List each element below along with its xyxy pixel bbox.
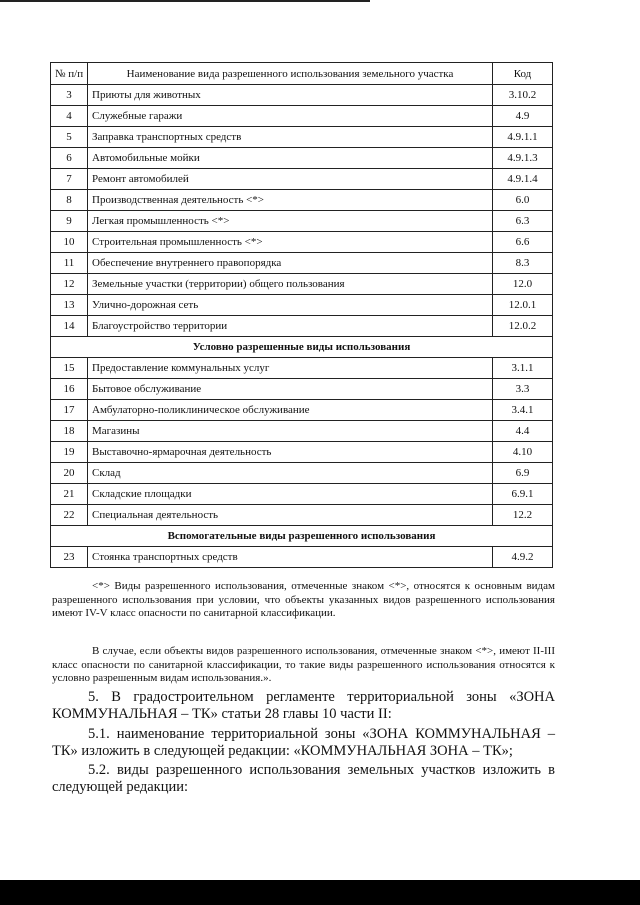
row-name: Легкая промышленность <*>: [88, 211, 493, 232]
table-row: [51, 169, 553, 190]
main-rows: [51, 85, 553, 337]
row-num: 12: [51, 274, 88, 295]
row-num: 18: [51, 421, 88, 442]
row-num: 13: [51, 295, 88, 316]
row-code: 3.10.2: [493, 85, 553, 106]
paragraph-5-1: [52, 726, 555, 759]
header-code: Код: [493, 63, 553, 85]
row-code: 4.9.1.4: [493, 169, 553, 190]
paragraph-5: [52, 689, 555, 722]
row-code: 12.0: [493, 274, 553, 295]
scan-bottom-band: [0, 880, 640, 905]
row-code: 6.6: [493, 232, 553, 253]
section-header-row: [51, 337, 553, 358]
row-name: Земельные участки (территории) общего пользования: [88, 274, 493, 295]
row-name: Улично-дорожная сеть: [88, 295, 493, 316]
table-row: [51, 211, 553, 232]
paragraph-5-1-text: 5.1. наименование территориальной зоны «ЗОНА КОММУНАЛЬНАЯ – ТК» изложить в следующей редакции: «КОММУНАЛЬНАЯ ЗОНА – ТК»;: [52, 726, 555, 759]
table-row: [51, 547, 553, 568]
row-code: 4.9.1.1: [493, 127, 553, 148]
table-row: [51, 253, 553, 274]
row-name: Бытовое обслуживание: [88, 379, 493, 400]
footnote-1: [52, 580, 555, 621]
table-row: [51, 106, 553, 127]
row-name: Производственная деятельность <*>: [88, 190, 493, 211]
top-edge-rule: [0, 0, 370, 2]
row-code: 12.0.2: [493, 316, 553, 337]
row-name: Приюты для животных: [88, 85, 493, 106]
row-num: 4: [51, 106, 88, 127]
row-name: Ремонт автомобилей: [88, 169, 493, 190]
row-name: Обеспечение внутреннего правопорядка: [88, 253, 493, 274]
table-row: [51, 85, 553, 106]
row-name: Строительная промышленность <*>: [88, 232, 493, 253]
row-num: 21: [51, 484, 88, 505]
row-code: 4.9: [493, 106, 553, 127]
table-row: [51, 316, 553, 337]
conditional-rows: [51, 358, 553, 526]
row-code: 3.1.1: [493, 358, 553, 379]
row-num: 16: [51, 379, 88, 400]
row-num: 10: [51, 232, 88, 253]
table-row: [51, 379, 553, 400]
table-row: [51, 190, 553, 211]
row-code: 6.3: [493, 211, 553, 232]
auxiliary-section: [51, 526, 553, 547]
row-num: 5: [51, 127, 88, 148]
table-row: [51, 421, 553, 442]
row-code: 3.3: [493, 379, 553, 400]
table-row: [51, 295, 553, 316]
table-header-row: [51, 63, 553, 85]
land-use-table: [50, 62, 553, 568]
header-num: № п/п: [51, 63, 88, 85]
row-num: 17: [51, 400, 88, 421]
row-code: 4.9.2: [493, 547, 553, 568]
row-code: 12.0.1: [493, 295, 553, 316]
row-code: 6.9.1: [493, 484, 553, 505]
paragraph-5-text: 5. В градостроительном регламенте территориальной зоны «ЗОНА КОММУНАЛЬНАЯ – ТК» статьи 28 главы 10 части II:: [52, 689, 555, 722]
paragraph-5-2-text: 5.2. виды разрешенного использования земельных участков изложить в следующей редакции:: [52, 762, 555, 795]
row-name: Стоянка транспортных средств: [88, 547, 493, 568]
footnote-2-text: В случае, если объекты видов разрешенного использования, отмеченные знаком <*>, имеют II-III класс опасности по санитарной классификации, то такие виды разрешенного использования относятся к условно разрешенным видам использования.».: [52, 645, 555, 684]
row-code: 12.2: [493, 505, 553, 526]
table-row: [51, 505, 553, 526]
row-num: 20: [51, 463, 88, 484]
row-num: 9: [51, 211, 88, 232]
table-row: [51, 463, 553, 484]
table-row: [51, 442, 553, 463]
row-name: Складские площадки: [88, 484, 493, 505]
table-row: [51, 400, 553, 421]
row-code: 4.9.1.3: [493, 148, 553, 169]
row-code: 3.4.1: [493, 400, 553, 421]
row-num: 8: [51, 190, 88, 211]
row-code: 4.4: [493, 421, 553, 442]
table-row: [51, 232, 553, 253]
section-header-row: [51, 526, 553, 547]
row-code: 6.0: [493, 190, 553, 211]
table-row: [51, 148, 553, 169]
paragraph-5-2: [52, 762, 555, 795]
row-name: Магазины: [88, 421, 493, 442]
row-name: Заправка транспортных средств: [88, 127, 493, 148]
row-name: Предоставление коммунальных услуг: [88, 358, 493, 379]
row-num: 19: [51, 442, 88, 463]
row-num: 22: [51, 505, 88, 526]
conditional-section: [51, 337, 553, 358]
conditional-section-title: Условно разрешенные виды использования: [51, 337, 553, 358]
row-code: 4.10: [493, 442, 553, 463]
row-code: 8.3: [493, 253, 553, 274]
auxiliary-rows: [51, 547, 553, 568]
row-num: 3: [51, 85, 88, 106]
row-name: Выставочно-ярмарочная деятельность: [88, 442, 493, 463]
table-row: [51, 484, 553, 505]
row-num: 15: [51, 358, 88, 379]
row-num: 7: [51, 169, 88, 190]
row-name: Служебные гаражи: [88, 106, 493, 127]
row-name: Автомобильные мойки: [88, 148, 493, 169]
table-row: [51, 127, 553, 148]
row-name: Склад: [88, 463, 493, 484]
row-num: 6: [51, 148, 88, 169]
header-name: Наименование вида разрешенного использования земельного участка: [88, 63, 493, 85]
row-num: 14: [51, 316, 88, 337]
row-name: Амбулаторно-поликлиническое обслуживание: [88, 400, 493, 421]
footnote-1-text: <*> Виды разрешенного использования, отмеченные знаком <*>, относятся к основным видам разрешенного использования при условии, что объекты указанных видов разрешенного использования имеют IV-V класс опасности по санитарной классификации.: [52, 580, 555, 619]
row-name: Благоустройство территории: [88, 316, 493, 337]
row-num: 11: [51, 253, 88, 274]
row-num: 23: [51, 547, 88, 568]
table-row: [51, 358, 553, 379]
row-name: Специальная деятельность: [88, 505, 493, 526]
table-row: [51, 274, 553, 295]
footnote-2: [52, 645, 555, 686]
row-code: 6.9: [493, 463, 553, 484]
auxiliary-section-title: Вспомогательные виды разрешенного использования: [51, 526, 553, 547]
